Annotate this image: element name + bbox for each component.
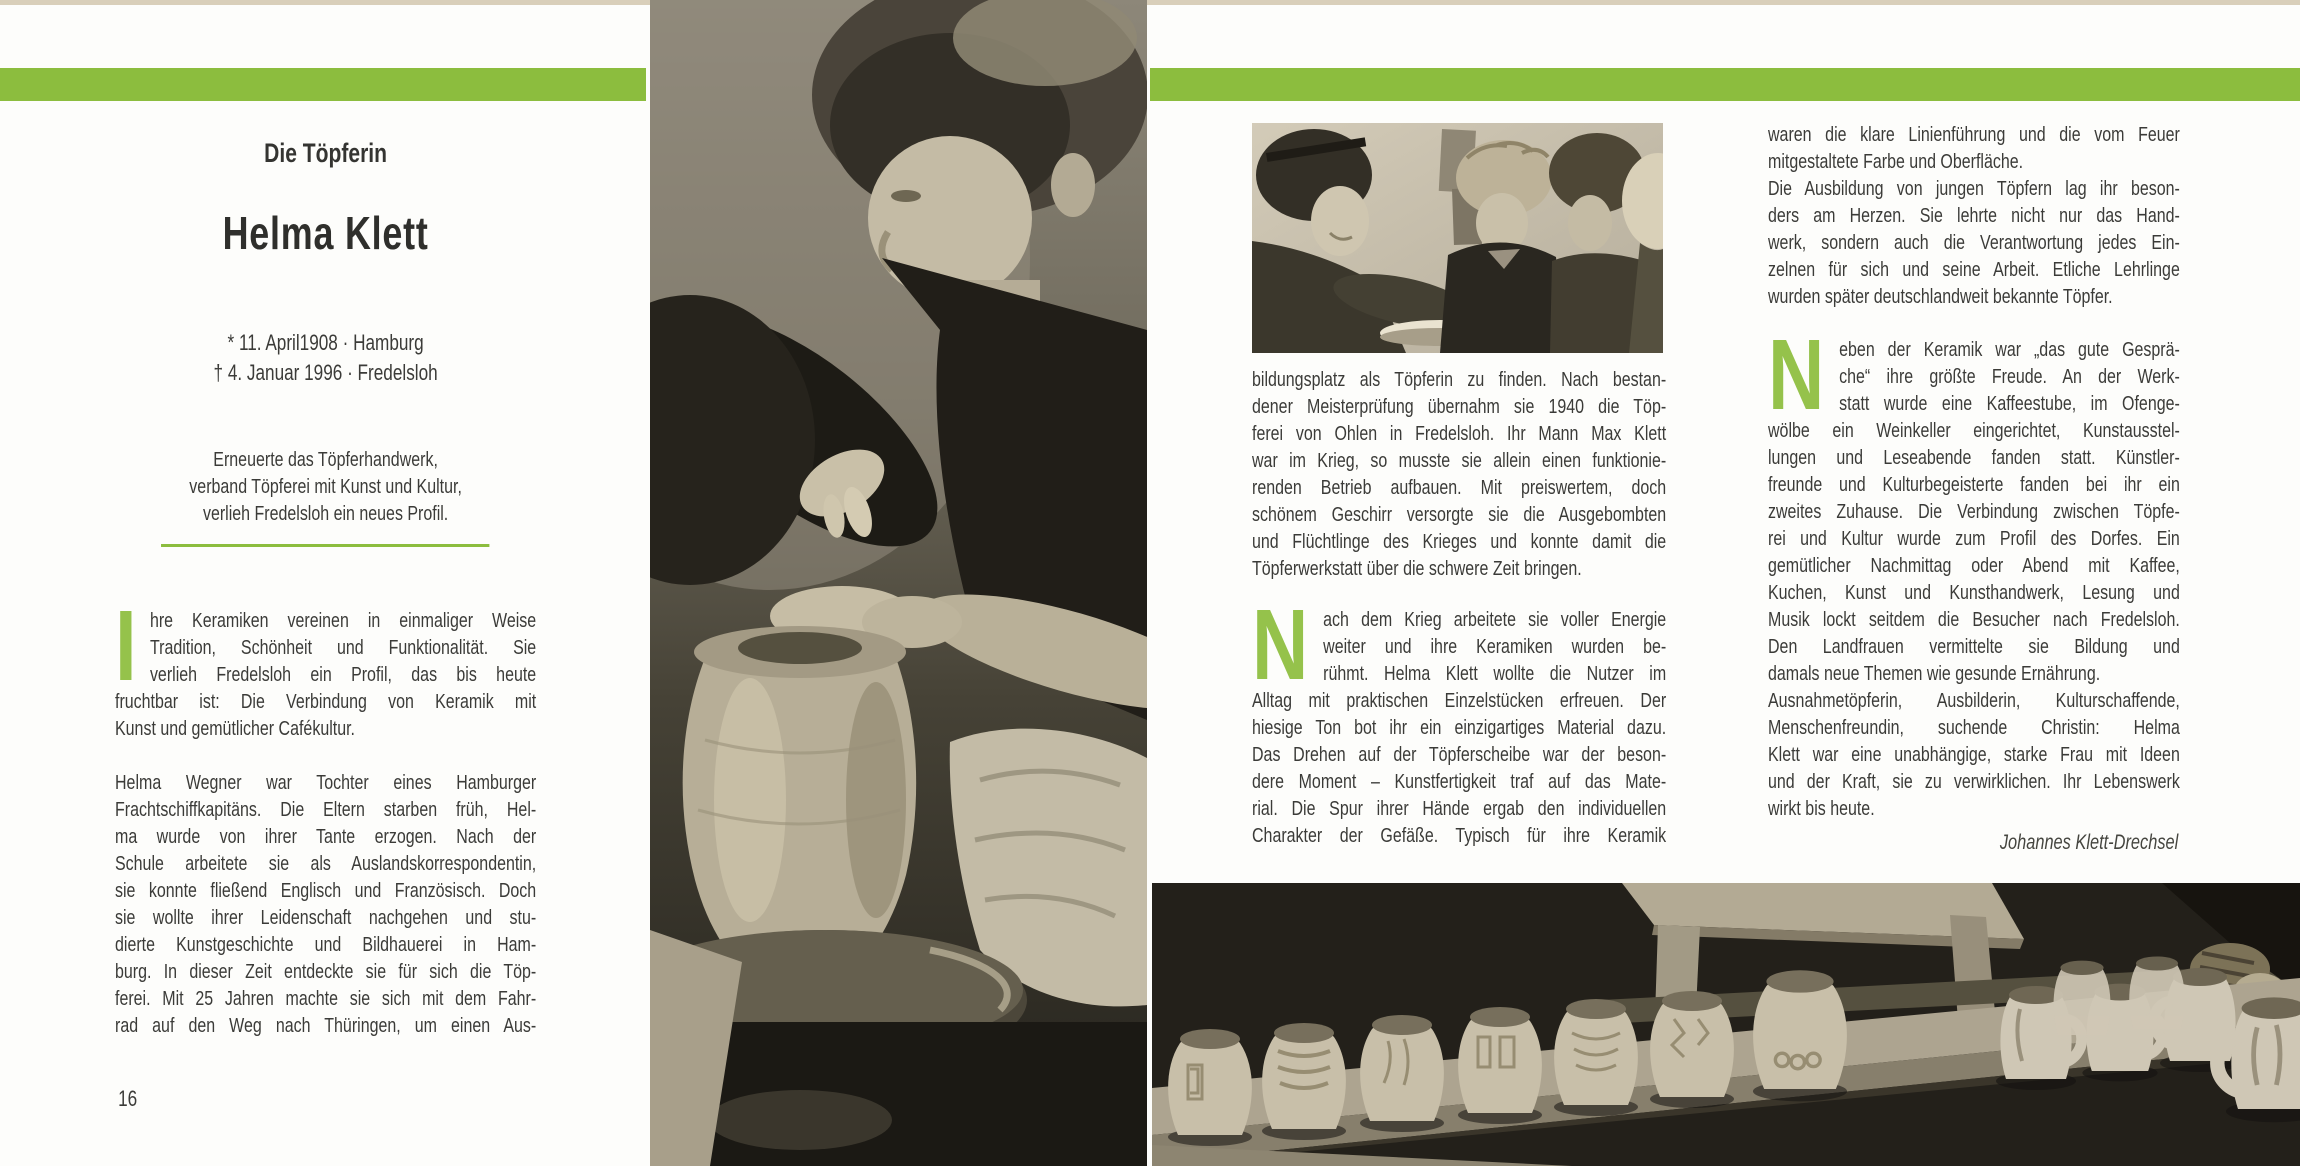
text-line: waren die klare Linienführung und die vom Feuer [1768, 123, 2180, 146]
text-line: ders am Herzen. Sie lehrte nicht nur das Hand- [1768, 204, 2180, 227]
text-line: hiesige Ton bot ihr ein einzigartiges Material dazu. [1252, 716, 1667, 739]
text-line: wurden später deutschlandweit bekannte Töpfer. [1768, 285, 2113, 308]
text-line: renden Betrieb aufbauen. Mit preiswertem, doch [1252, 476, 1667, 499]
text-line: Frachtschiffkapitäns. Die Eltern starben früh, Hel- [115, 798, 537, 821]
text-line: Charakter der Gefäße. Typisch für ihre Keramik [1252, 824, 1667, 847]
text-line: zelnen für sich und seine Arbeit. Etliche Lehrlinge [1768, 258, 2180, 281]
text-line: lungen und Leseabende fanden statt. Künstler- [1768, 446, 2180, 469]
right-paragraph-1-lines [1768, 121, 2180, 310]
text-line: wölbe ein Weinkeller eingerichtet, Kunstausstel- [1768, 419, 2180, 442]
text-line: ma wurde von ihrer Tante erzogen. Nach der [115, 825, 537, 848]
text-line: sie wollte ihrer Leidenschaft nachgehen und stu- [115, 906, 537, 929]
author-byline: Johannes Klett-Drechsel [1999, 831, 2179, 854]
text-line: verlieh Fredelsloh ein Profil, das bis heute [149, 663, 537, 686]
text-line: schönem Geschirr versorgte sie die Ausgebombten [1252, 503, 1667, 526]
text-line: werk, sondern auch die Verantwortung jedes Ein- [1768, 231, 2180, 254]
page-number: 16 [118, 1086, 138, 1111]
left-page-column [115, 0, 536, 1166]
page-title: Helma Klett [222, 207, 429, 259]
middle-paragraph-1-lines [1252, 366, 1666, 582]
text-line: wirkt bis heute. [1768, 797, 1875, 820]
intro-lines [115, 590, 537, 742]
text-line: verlieh Fredelsloh ein neues Profil. [202, 502, 449, 525]
dropcap-i: I [115, 590, 137, 702]
text-line: rad auf den Weg nach Thüringen, um einen Aus- [115, 1014, 537, 1037]
text-line: Schule arbeitete sie als Auslandskorrespondentin, [115, 852, 537, 875]
body-paragraph [115, 769, 536, 1039]
text-line: ferei. Mit 25 Jahren machte sie sich mit dem Fahr- [115, 987, 537, 1010]
text-line: sie konnte fließend Englisch und Französisch. Doch [115, 879, 537, 902]
body-lines [115, 769, 536, 1039]
text-line: Kunst und gemütlicher Cafékultur. [115, 717, 355, 740]
dropcap-n: N [1768, 319, 1825, 431]
dropcap-n: N [1252, 589, 1309, 701]
text-line: und der Kraft, sie zu verwirklichen. Ihr Lebenswerk [1768, 770, 2180, 793]
text-line: Musik lockt seitdem die Besucher nach Fredelsloh. [1768, 608, 2180, 631]
text-line: Die Ausbildung von jungen Töpfern lag ihr beson- [1768, 177, 2180, 200]
text-line: ferei von Ohlen in Fredelsloh. Ihr Mann Max Klett [1252, 422, 1667, 445]
text-line: Tradition, Schönheit und Funktionalität. Sie [149, 636, 537, 659]
right-paragraph-2-lines [1768, 319, 2180, 822]
middle-paragraph-2-lines [1252, 589, 1667, 849]
divider-rule [161, 544, 489, 547]
middle-paragraph-1 [1252, 366, 1666, 582]
text-line: eben der Keramik war „das gute Gesprä- [1839, 338, 2180, 361]
text-line: ach dem Krieg arbeitete sie voller Energie [1323, 608, 1667, 631]
pottery-wheel-photo [650, 0, 1147, 1166]
text-line: dierte Kunstgeschichte und Bildhauerei in Ham- [115, 933, 537, 956]
text-line: Erneuerte das Töpferhandwerk, [213, 448, 438, 471]
text-line: weiter und ihre Keramiken wurden be- [1323, 635, 1667, 658]
text-line: Kuchen, Kunst und Kunsthandwerk, Lesung und [1768, 581, 2180, 604]
text-line: Menschenfreundin, suchende Christin: Helma [1768, 716, 2180, 739]
text-line: burg. In dieser Zeit entdeckte sie für sich die Töp- [115, 960, 537, 983]
text-line: hre Keramiken vereinen in einmaliger Weise [149, 609, 537, 632]
text-line: rial. Die Spur ihrer Hände ergab den individuellen [1252, 797, 1667, 820]
text-line: statt wurde eine Kaffeestube, im Ofenge- [1839, 392, 2180, 415]
text-line: Klett war eine unabhängige, starke Frau mit Ideen [1768, 743, 2180, 766]
death-date: † 4. Januar 1996 · Fredelsloh [213, 360, 438, 385]
birth-date: * 11. April1908 · Hamburg [227, 330, 424, 355]
text-line: rei und Kultur wurde zum Profil des Dorfes. Ein [1768, 527, 2180, 550]
text-line: verband Töpferei mit Kunst und Kultur, [189, 475, 462, 498]
text-line: zweites Zuhause. Die Verbindung zwischen Töpfe- [1768, 500, 2180, 523]
text-line: und Flüchtlinge des Krieges und konnte damit die [1252, 530, 1667, 553]
middle-paragraph-2 [1252, 589, 1667, 849]
text-line: war im Krieg, so musste sie allein einen funktionie- [1252, 449, 1667, 472]
text-line: Das Drehen auf der Töpferscheibe war der beson- [1252, 743, 1667, 766]
text-line: Töpferwerkstatt über die schwere Zeit bringen. [1252, 557, 1582, 580]
mugs-photo [1152, 883, 2300, 1166]
right-paragraph-2 [1768, 319, 2180, 822]
text-line: damals neue Themen wie gesunde Ernährung. [1768, 662, 2101, 685]
text-line: bildungsplatz als Töpferin zu finden. Nach bestan- [1252, 368, 1667, 391]
motto [115, 446, 536, 527]
text-line: gemütlicher Nachmittag oder Abend mit Kaffee, [1768, 554, 2180, 577]
text-line: che“ ihre größte Freude. An der Werk- [1839, 365, 2180, 388]
text-line: mitgestaltete Farbe und Oberfläche. [1768, 150, 2024, 173]
text-line: freunde und Kulturbegeisterte fanden bei ihr ein [1768, 473, 2180, 496]
text-line: dener Meisterprüfung übernahm sie 1940 die Töp- [1252, 395, 1667, 418]
text-line: fruchtbar ist: Die Verbindung von Keramik mit [115, 690, 537, 713]
kicker: Die Töpferin [264, 138, 388, 168]
text-line: Ausnahmetöpferin, Ausbilderin, Kulturschaffende, [1768, 689, 2180, 712]
life-dates [115, 328, 536, 388]
text-line: Den Landfrauen vermittelte sie Bildung und [1768, 635, 2180, 658]
intro-paragraph [115, 590, 537, 742]
text-line: Helma Wegner war Tochter eines Hamburger [115, 771, 537, 794]
right-paragraph-1 [1768, 121, 2180, 310]
text-line: Alltag mit praktischen Einzelstücken erfreuen. Der [1252, 689, 1667, 712]
text-line: rühmt. Helma Klett wollte die Nutzer im [1323, 662, 1667, 685]
text-line: dere Moment – Kunstfertigkeit traf auf das Mate- [1252, 770, 1667, 793]
